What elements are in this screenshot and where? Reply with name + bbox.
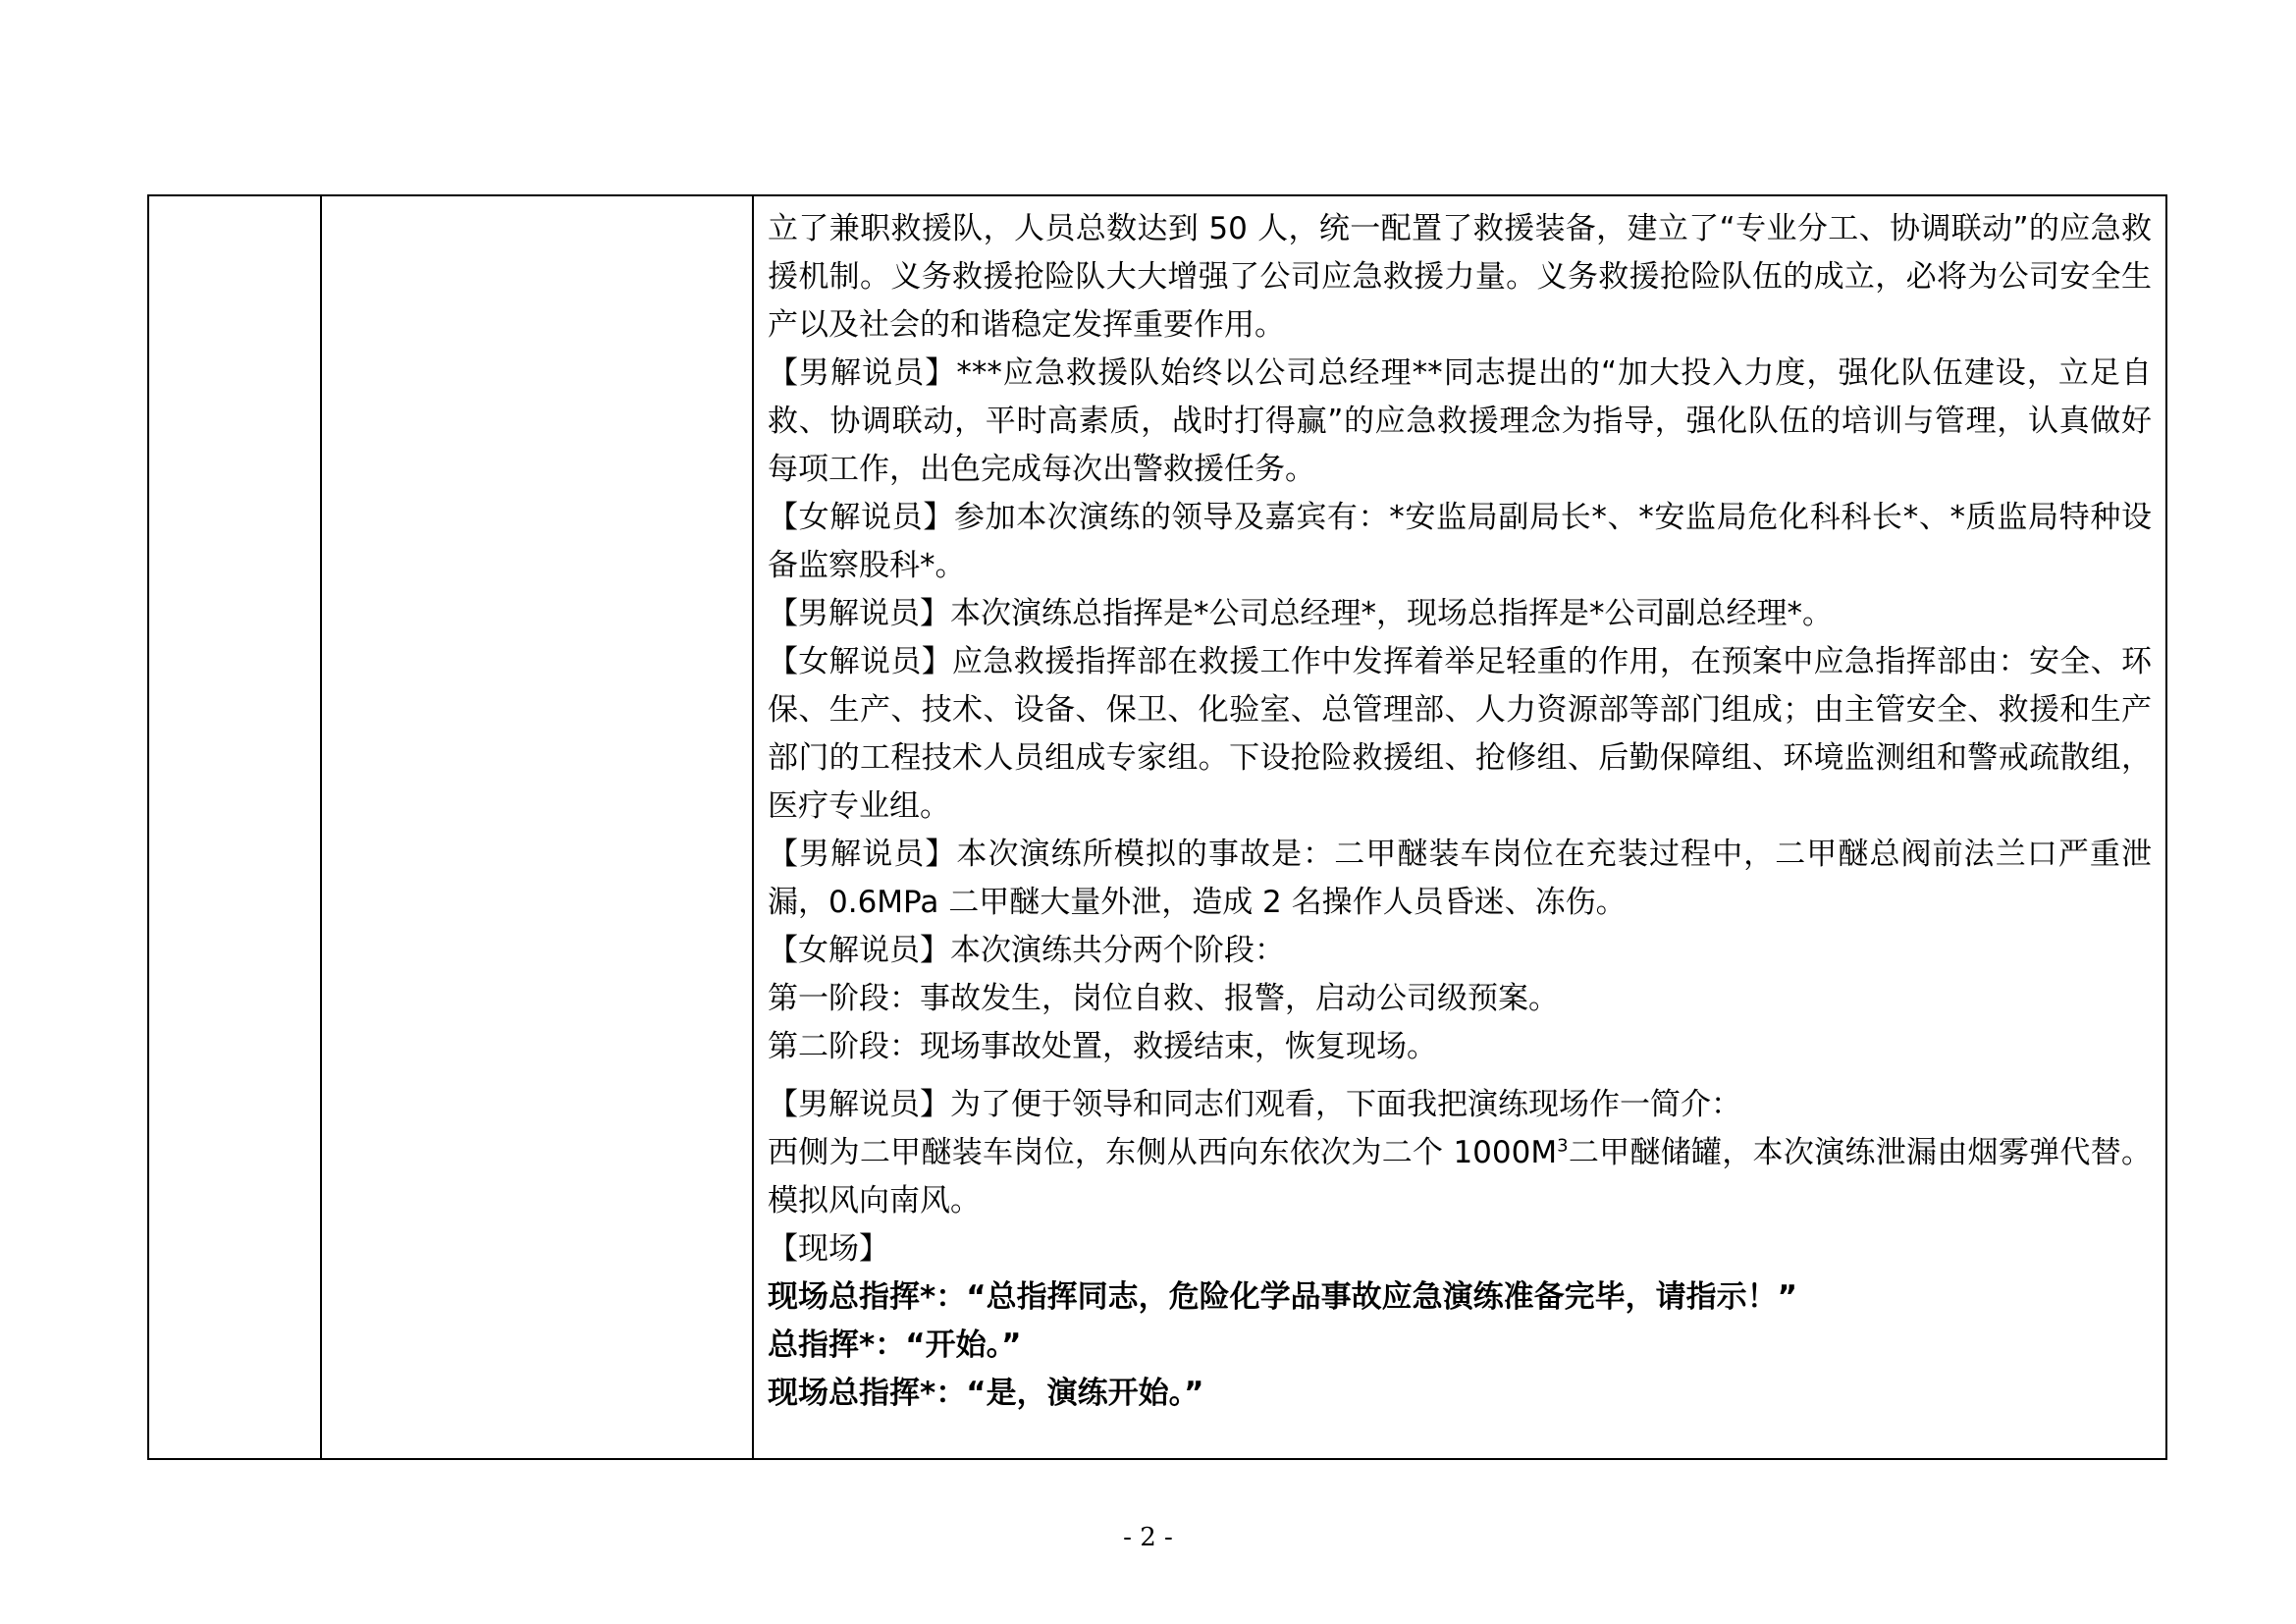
paragraph-site-commander-confirm: 现场总指挥*：“是，演练开始。”: [768, 1376, 1204, 1411]
superscript-cubed: 3: [1557, 1135, 1569, 1157]
paragraph-male-narrator-site-intro: 【男解说员】为了便于领导和同志们观看，下面我把演练现场作一简介：: [768, 1087, 1741, 1122]
paragraph-female-narrator-guests: 【女解说员】参加本次演练的领导及嘉宾有：*安监局副局长*、*安监局危化科科长*、*质监局特种设备监察股科*。: [768, 500, 2152, 583]
paragraph-scene-heading: 【现场】: [768, 1231, 889, 1267]
document-table: [147, 194, 2167, 1460]
paragraph-female-narrator-stages: 【女解说员】本次演练共分两个阶段：: [768, 933, 1285, 968]
paragraph-male-narrator-commanders: 【男解说员】本次演练总指挥是*公司总经理*，现场总指挥是*公司副总经理*。: [768, 596, 1833, 631]
paragraph-rescue-team: 立了兼职救援队，人员总数达到 50 人，统一配置了救援装备，建立了“专业分工、协调联动”的应急救援机制。义务救援抢险队大大增强了公司应急救援力量。义务救援抢险队伍的成立，必将为公司安全生产以及社会的和谐稳定发挥重要作用。: [768, 211, 2152, 343]
table-column-content: [754, 196, 2165, 1458]
paragraph-commander-start: 总指挥*：“开始。”: [768, 1327, 1022, 1363]
table-column-empty-left: [149, 196, 322, 1458]
site-layout-text-after: 二甲醚储罐，本次演练泄漏由烟雾弹代替。模拟风向南风。: [768, 1135, 2152, 1218]
table-column-empty-middle: [322, 196, 754, 1458]
paragraph-male-narrator-accident: 【男解说员】本次演练所模拟的事故是：二甲醚装车岗位在充装过程中，二甲醚总阀前法兰口严重泄漏，0.6MPa 二甲醚大量外泄，造成 2 名操作人员昏迷、冻伤。: [768, 837, 2152, 920]
paragraph-stage-two: 第二阶段：现场事故处置，救援结束，恢复现场。: [768, 1029, 1437, 1064]
paragraph-female-narrator-command-structure: 【女解说员】应急救援指挥部在救援工作中发挥着举足轻重的作用，在预案中应急指挥部由：安全、环保、生产、技术、设备、保卫、化验室、总管理部、人力资源部等部门组成；由主管安全、救援和生产部门的工程技术人员组成专家组。下设抢险救援组、抢修组、后勤保障组、环境监测组和警戒疏散组，医疗专业组。: [768, 644, 2152, 824]
paragraph-male-narrator-philosophy: 【男解说员】***应急救援队始终以公司总经理**同志提出的“加大投入力度，强化队伍建设，立足自救、协调联动，平时高素质，战时打得赢”的应急救援理念为指导，强化队伍的培训与管理，认真做好每项工作，出色完成每次出警救援任务。: [768, 355, 2152, 487]
page-number: - 2 -: [1123, 1523, 1173, 1552]
site-layout-text-before: 西侧为二甲醚装车岗位，东侧从西向东依次为二个 1000M: [768, 1135, 1558, 1170]
paragraph-site-layout: [768, 1129, 2152, 1225]
paragraph-site-commander-report: 现场总指挥*：“总指挥同志，危险化学品事故应急演练准备完毕，请指示！”: [768, 1279, 1797, 1315]
paragraph-stage-one: 第一阶段：事故发生，岗位自救、报警，启动公司级预案。: [768, 981, 1559, 1016]
